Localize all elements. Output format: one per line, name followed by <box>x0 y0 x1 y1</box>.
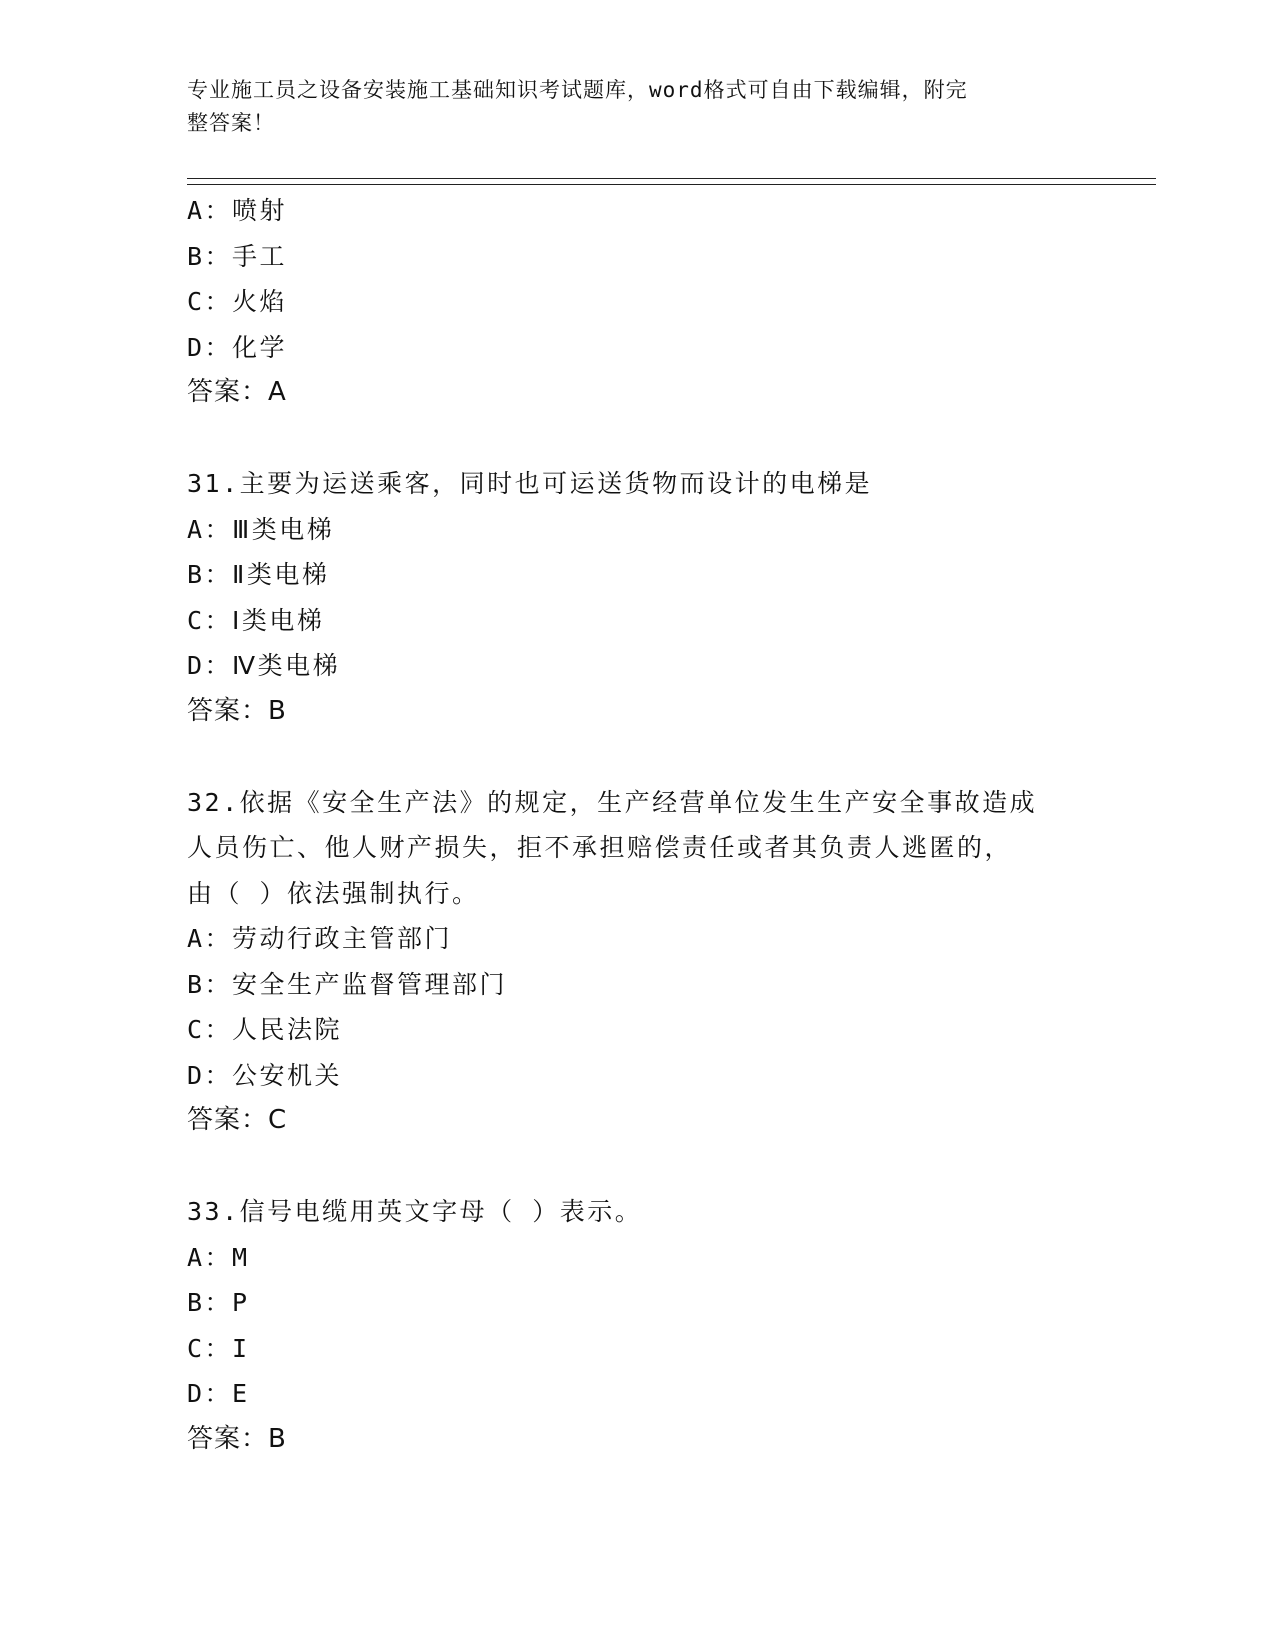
option-d: D：E <box>187 1379 250 1408</box>
question-text-line-3: 由（ ）依法强制执行。 <box>187 878 480 908</box>
header-line-2: 整答案！ <box>187 111 275 135</box>
answer-value: A <box>268 377 287 407</box>
header-divider <box>187 178 1156 185</box>
spacer <box>187 1144 1087 1190</box>
question-block-33 <box>187 1189 1087 1462</box>
answer-value: C <box>268 1105 288 1135</box>
document-header <box>187 74 1077 140</box>
question-block-partial <box>187 188 1087 416</box>
spacer <box>187 734 1087 780</box>
spacer <box>187 416 1087 462</box>
question-text: 31.主要为运送乘客，同时也可运送货物而设计的电梯是 <box>187 469 873 498</box>
option-c: C：Ⅰ类电梯 <box>187 605 325 635</box>
question-text: 33.信号电缆用英文字母（ ）表示。 <box>187 1197 643 1226</box>
answer-label: 答案： <box>187 1423 269 1454</box>
option-d: D：Ⅳ类电梯 <box>187 651 341 680</box>
answer-line <box>187 1098 1087 1144</box>
option-a: A：Ⅲ类电梯 <box>187 514 335 544</box>
question-text-line-1: 32.依据《安全生产法》的规定，生产经营单位发生生产安全事故造成 <box>187 787 1038 817</box>
option-b: B：手工 <box>187 241 288 271</box>
answer-value: B <box>268 1423 287 1454</box>
option-c: C：I <box>187 1333 250 1363</box>
header-line-1: 专业施工员之设备安装施工基础知识考试题库，word格式可自由下载编辑，附完 <box>187 78 968 102</box>
answer-label: 答案： <box>187 377 269 407</box>
option-a: A：喷射 <box>187 196 288 225</box>
option-d: D：公安机关 <box>187 1060 343 1090</box>
question-block-31 <box>187 461 1087 734</box>
question-list <box>187 188 1087 1462</box>
option-d: D：化学 <box>187 332 288 362</box>
answer-value: B <box>268 695 287 726</box>
answer-line <box>187 370 1087 416</box>
option-c: C：人民法院 <box>187 1015 343 1044</box>
question-text-line-2: 人员伤亡、他人财产损失，拒不承担赔偿责任或者其负责人逃匿的， <box>187 833 1013 862</box>
option-b: B：P <box>187 1288 250 1317</box>
option-a: A：M <box>187 1242 250 1272</box>
answer-line <box>187 689 1087 735</box>
option-b: B：安全生产监督管理部门 <box>187 969 508 999</box>
answer-label: 答案： <box>187 1105 269 1135</box>
option-a: A：劳动行政主管部门 <box>187 924 453 953</box>
answer-line <box>187 1417 1087 1463</box>
question-block-32 <box>187 780 1087 1144</box>
answer-label: 答案： <box>187 695 269 726</box>
option-c: C：火焰 <box>187 287 288 316</box>
option-b: B：Ⅱ类电梯 <box>187 560 330 589</box>
